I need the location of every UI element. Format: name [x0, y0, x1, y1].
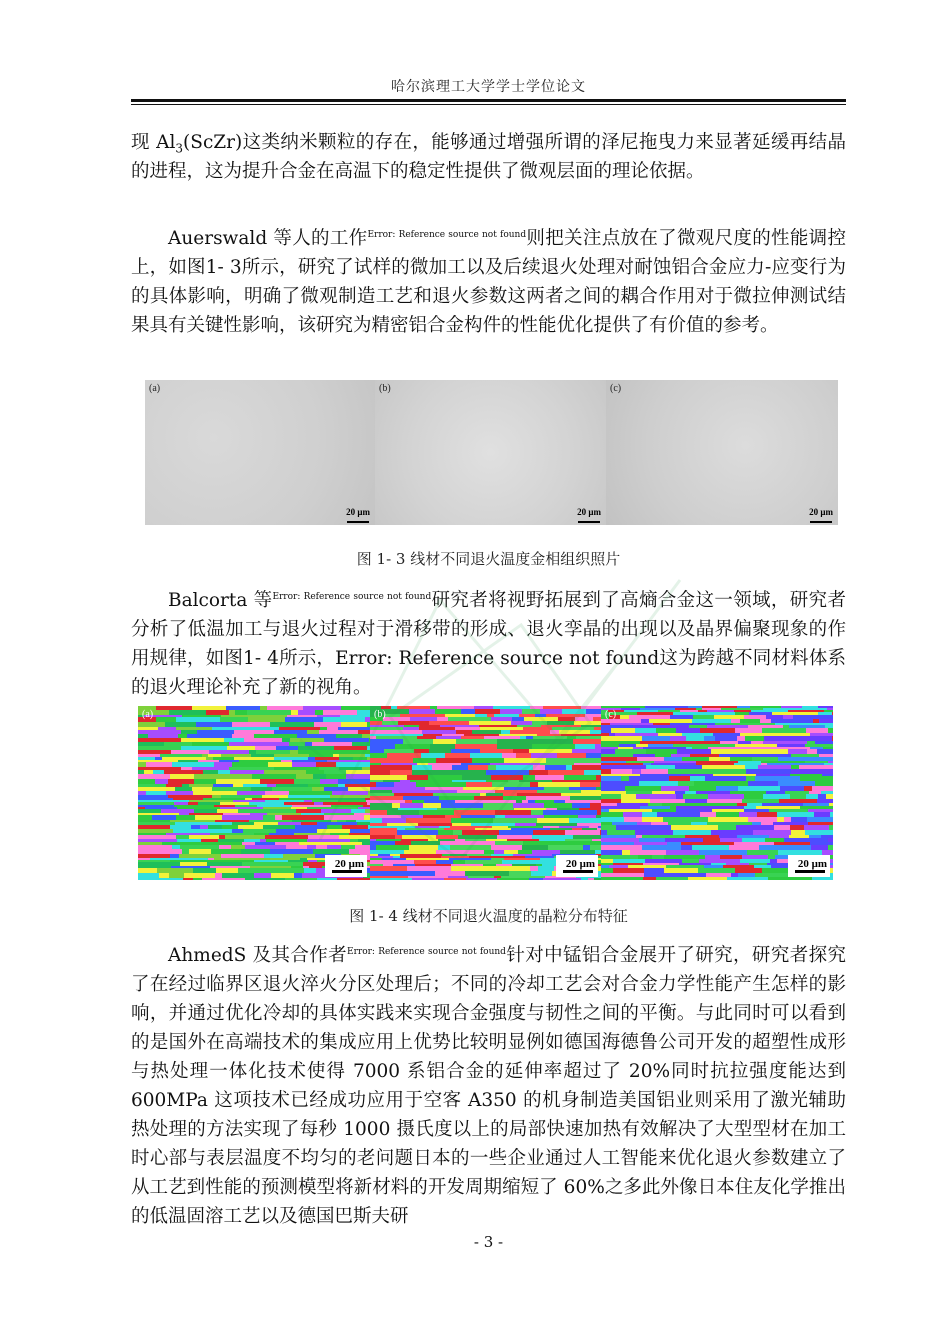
fig3-panel-a-label: (a)	[149, 383, 161, 394]
p4-text-b: 针对中锰铝合金展开了研究，研究者探究了在经过临界区退火淬火分区处理后；不同的冷却工艺会对合金力学性能产生怎样的影响，并通过优化冷却的具体实践来实现合金强度与韧性之间的平衡。与此同时可以看到的是国外在高端技术的集成应用上优势比较明显例如德国海德鲁公司开发的超塑性成形与热处理一体化技术使得 7000 系铝合金的延伸率超过了 20%同时抗拉强度能达到 600MPa 这项技术已经成功应用于空客 A350 的机身制造美国铝业则采用了激光辅助热处理的方法实现了每秒 1000 摄氏度以上的局部快速加热有效解决了大型型材在加工时心部与表层温度不均匀的老问题日本的一些企业通过人工智能来优化退火参数建立了从工艺到性能的预测模型将新材料的开发周期缩短了 60%之多此外像日本住友化学推出的低温固溶工艺以及德国巴斯夫研	[131, 945, 846, 1227]
paragraph-3	[131, 586, 846, 702]
fig4-panel-c-grain-map	[601, 706, 833, 880]
fig4-panel-b-label: (b)	[374, 709, 386, 720]
fig3-panel-b	[375, 380, 606, 525]
fig3-panel-c	[606, 380, 838, 525]
p2-text-a: Auerswald 等人的工作	[168, 228, 368, 249]
paragraph-2	[131, 224, 846, 340]
fig4-panel-a-scale: 20 μm	[334, 858, 364, 870]
running-header: 哈尔滨理工大学学士学位论文	[391, 79, 586, 95]
fig4-panel-c-label: (c)	[605, 709, 617, 720]
header-rule-thin	[131, 104, 846, 105]
figure-1-3-caption: 图 1- 3 线材不同退火温度金相组织照片	[356, 550, 621, 568]
figure-1-3	[145, 380, 838, 525]
p1-text-a: 现 Al	[131, 132, 176, 153]
fig4-panel-b-scale: 20 μm	[565, 858, 595, 870]
fig3-panel-b-label: (b)	[379, 383, 391, 394]
fig4-panel-b-grain-map	[370, 706, 601, 880]
fig3-panel-a-scale: 20 μm	[346, 507, 370, 517]
p4-reference-error: Error: Reference source not found	[347, 947, 506, 957]
fig4-panel-c-scalebar	[795, 870, 825, 873]
fig4-panel-c-scale: 20 μm	[797, 858, 827, 870]
p3-text-a: Balcorta 等	[168, 590, 273, 611]
fig3-panel-c-scale: 20 μm	[809, 507, 833, 517]
fig3-panel-c-label: (c)	[610, 383, 622, 394]
p2-reference-error: Error: Reference source not found	[367, 230, 527, 240]
figure-1-4	[138, 706, 833, 880]
fig4-panel-b	[370, 706, 601, 880]
fig3-panel-b-scale: 20 μm	[577, 507, 601, 517]
p1-text-b: (ScZr)这类纳米颗粒的存在，能够通过增强所谓的泽尼拖曳力来显著延缓再结晶的进程，这为提升合金在高温下的稳定性提供了微观层面的理论依据。	[131, 132, 846, 182]
paragraph-1	[131, 128, 846, 186]
fig3-panel-a	[145, 380, 375, 525]
p1-subscript: 3	[175, 141, 184, 156]
fig4-panel-a-scalebar	[332, 870, 362, 873]
p3-text-b: 研究者将视野拓展到了高熵合金这一领域，研究者分析了低温加工与退火过程对于滑移带的形成、退火孪晶的出现以及晶界偏聚现象的作用规律，如图1- 4所示，Error: Reference source not found这为跨越不同材料体系的退火理论补充了新的视角。	[131, 590, 846, 698]
fig4-panel-b-scalebar	[563, 870, 593, 873]
fig4-panel-a-grain-map	[138, 706, 370, 880]
fig4-panel-a-label: (a)	[142, 709, 154, 720]
p4-text-a: AhmedS 及其合作者	[168, 945, 348, 966]
fig4-panel-a	[138, 706, 370, 880]
page-number: - 3 -	[473, 1233, 504, 1251]
header-rule-thick	[131, 99, 846, 102]
paragraph-4	[131, 941, 846, 1231]
fig3-panel-c-scalebar	[810, 521, 832, 523]
p3-reference-error: Error: Reference source not found	[272, 592, 432, 602]
figure-1-4-caption: 图 1- 4 线材不同退火温度的晶粒分布特征	[349, 907, 628, 925]
fig4-panel-c	[601, 706, 833, 880]
fig3-panel-a-scalebar	[347, 521, 369, 523]
fig3-panel-b-scalebar	[578, 521, 600, 523]
p2-text-b: 则把关注点放在了微观尺度的性能调控上，如图1- 3所示，研究了试样的微加工以及后续退火处理对耐蚀铝合金应力-应变行为的具体影响，明确了微观制造工艺和退火参数这两者之间的耦合作用对于微拉伸测试结果具有关键性影响，该研究为精密铝合金构件的性能优化提供了有价值的参考。	[131, 228, 846, 336]
